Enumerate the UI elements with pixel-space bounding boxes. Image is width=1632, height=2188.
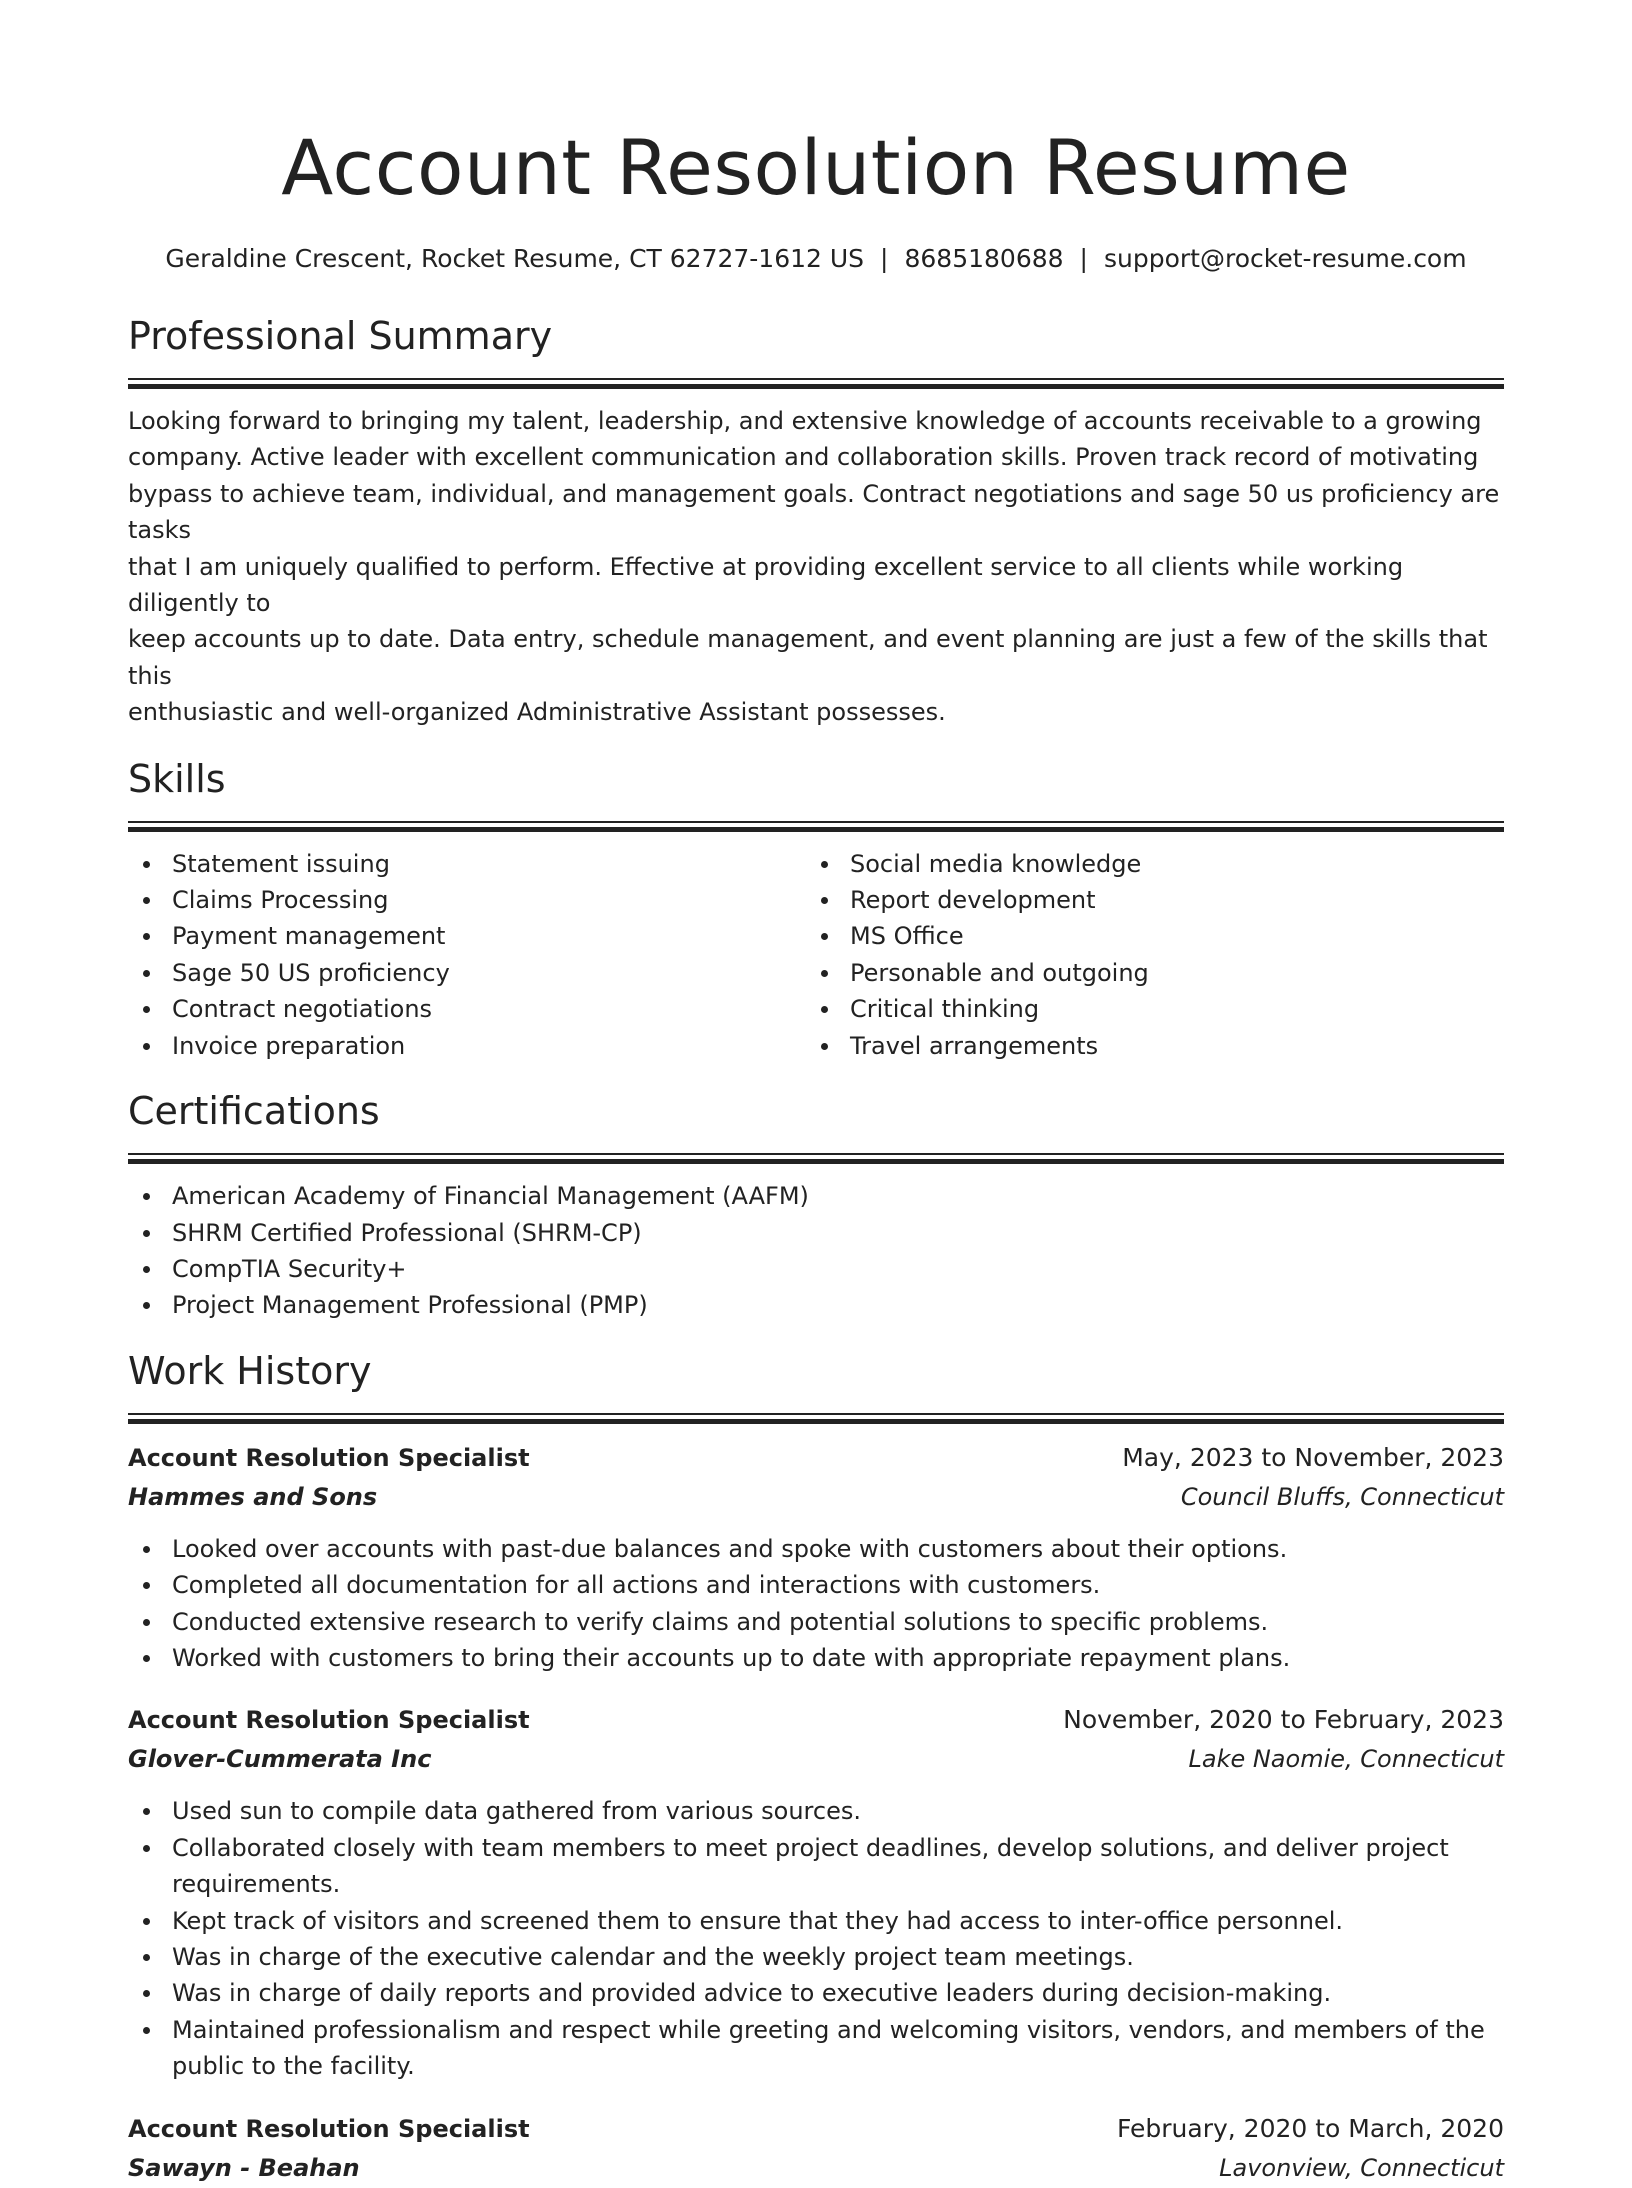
summary-line: that I am uniquely qualified to perform. Effective at providing excellent service to all clients while working diligently to: [128, 552, 1404, 618]
job-title: Account Resolution Specialist: [128, 2114, 530, 2143]
job-header-row: [128, 2109, 1504, 2149]
job-company: Sawayn - Beahan: [128, 2153, 360, 2182]
work-history-section: [128, 1345, 1504, 2188]
summary-text: [128, 403, 1504, 731]
job-title: Account Resolution Specialist: [128, 1706, 530, 1735]
contact-phone: 8685180688: [904, 244, 1064, 273]
skill-item: Personable and outgoing: [806, 955, 1484, 991]
skill-item: Contract negotiations: [128, 991, 806, 1027]
resume-page: [128, 0, 1504, 2188]
job-header-row: [128, 1438, 1504, 1478]
job-duties-list: [128, 1531, 1504, 1677]
job-header-row: [128, 1700, 1504, 1740]
skill-item: Invoice preparation: [128, 1028, 806, 1064]
job-location: Lavonview, Connecticut: [1219, 2153, 1504, 2182]
job-entry: [128, 2109, 1504, 2188]
contact-email: support@rocket-resume.com: [1103, 244, 1467, 273]
job-dates: May, 2023 to November, 2023: [1122, 1442, 1504, 1472]
certification-item: SHRM Certified Professional (SHRM-CP): [128, 1215, 1504, 1251]
job-duty-item: Was in charge of the executive calendar and the weekly project team meetings.: [128, 1939, 1504, 1975]
certification-item: CompTIA Security+: [128, 1251, 1504, 1287]
skill-item: Payment management: [128, 918, 806, 954]
skill-item: MS Office: [806, 918, 1484, 954]
job-duty-item: Conducted extensive research to verify claims and potential solutions to specific problems.: [128, 1604, 1504, 1640]
job-company-row: [128, 2149, 1504, 2188]
summary-heading: Professional Summary: [128, 314, 553, 358]
job-company-row: [128, 1740, 1504, 1779]
job-duty-item: Was in charge of daily reports and provided advice to executive leaders during decision-making.: [128, 1975, 1504, 2011]
summary-section: [128, 310, 1504, 731]
certification-item: Project Management Professional (PMP): [128, 1287, 1504, 1323]
section-divider: [128, 1153, 1504, 1164]
job-location: Lake Naomie, Connecticut: [1188, 1745, 1504, 1774]
summary-line: keep accounts up to date. Data entry, schedule management, and event planning are just a few of the skills that this: [128, 625, 1488, 690]
certification-item: American Academy of Financial Management (AAFM): [128, 1178, 1504, 1214]
contact-address: Geraldine Crescent, Rocket Resume, CT 62727-1612 US: [165, 244, 865, 273]
job-duties-list: [128, 1793, 1504, 2084]
skills-list-left: [128, 846, 806, 1064]
job-dates: November, 2020 to February, 2023: [1063, 1705, 1504, 1735]
skills-heading: Skills: [128, 756, 226, 801]
skill-item: Sage 50 US proficiency: [128, 955, 806, 991]
resume-title: Account Resolution Resume: [281, 123, 1351, 212]
skills-section: [128, 753, 1504, 1064]
skills-grid: [128, 846, 1504, 1064]
summary-line: Looking forward to bringing my talent, leadership, and extensive knowledge of accounts receivable to a growing: [128, 407, 1482, 435]
skill-item: Critical thinking: [806, 991, 1484, 1027]
skill-item: Social media knowledge: [806, 846, 1484, 882]
job-location: Council Bluffs, Connecticut: [1180, 1482, 1504, 1511]
job-duty-item: Maintained professionalism and respect while greeting and welcoming visitors, vendors, and members of the public to the facility.: [128, 2012, 1504, 2085]
skill-item: Travel arrangements: [806, 1028, 1484, 1064]
job-duty-item: Looked over accounts with past-due balances and spoke with customers about their options.: [128, 1531, 1504, 1567]
job-company: Glover-Cummerata Inc: [128, 1745, 432, 1774]
job-duty-item: Kept track of visitors and screened them to ensure that they had access to inter-office personnel.: [128, 1903, 1504, 1939]
certifications-heading: Certifications: [128, 1089, 380, 1134]
contact-separator: |: [1079, 244, 1088, 273]
summary-line: enthusiastic and well-organized Administrative Assistant possesses.: [128, 698, 946, 727]
section-divider: [128, 821, 1504, 832]
certifications-list: [128, 1178, 1504, 1324]
job-duty-item: Used sun to compile data gathered from various sources.: [128, 1793, 1504, 1829]
job-dates: February, 2020 to March, 2020: [1116, 2113, 1504, 2143]
section-divider: [128, 1413, 1504, 1424]
skill-item: Claims Processing: [128, 882, 806, 918]
job-entry: [128, 1700, 1504, 2084]
contact-line: [128, 242, 1504, 276]
skills-list-right: [806, 846, 1484, 1064]
job-company-row: [128, 1478, 1504, 1517]
job-duty-item: Worked with customers to bring their accounts up to date with appropriate repayment plans.: [128, 1640, 1504, 1676]
certifications-section: [128, 1085, 1504, 1324]
summary-line: company. Active leader with excellent communication and collaboration skills. Proven track record of motivating: [128, 443, 1479, 472]
summary-line: bypass to achieve team, individual, and management goals. Contract negotiations and sage 50 us proficiency are tasks: [128, 479, 1500, 545]
work-history-heading: Work History: [128, 1348, 372, 1393]
job-duty-item: Completed all documentation for all actions and interactions with customers.: [128, 1567, 1504, 1603]
skill-item: Statement issuing: [128, 846, 806, 882]
job-duty-item: Collaborated closely with team members to meet project deadlines, develop solutions, and deliver project requirements.: [128, 1830, 1504, 1903]
job-title: Account Resolution Specialist: [128, 1443, 530, 1472]
skill-item: Report development: [806, 882, 1484, 918]
contact-separator: |: [880, 244, 889, 273]
section-divider: [128, 378, 1504, 389]
job-company: Hammes and Sons: [128, 1482, 378, 1511]
job-entry: [128, 1438, 1504, 1677]
